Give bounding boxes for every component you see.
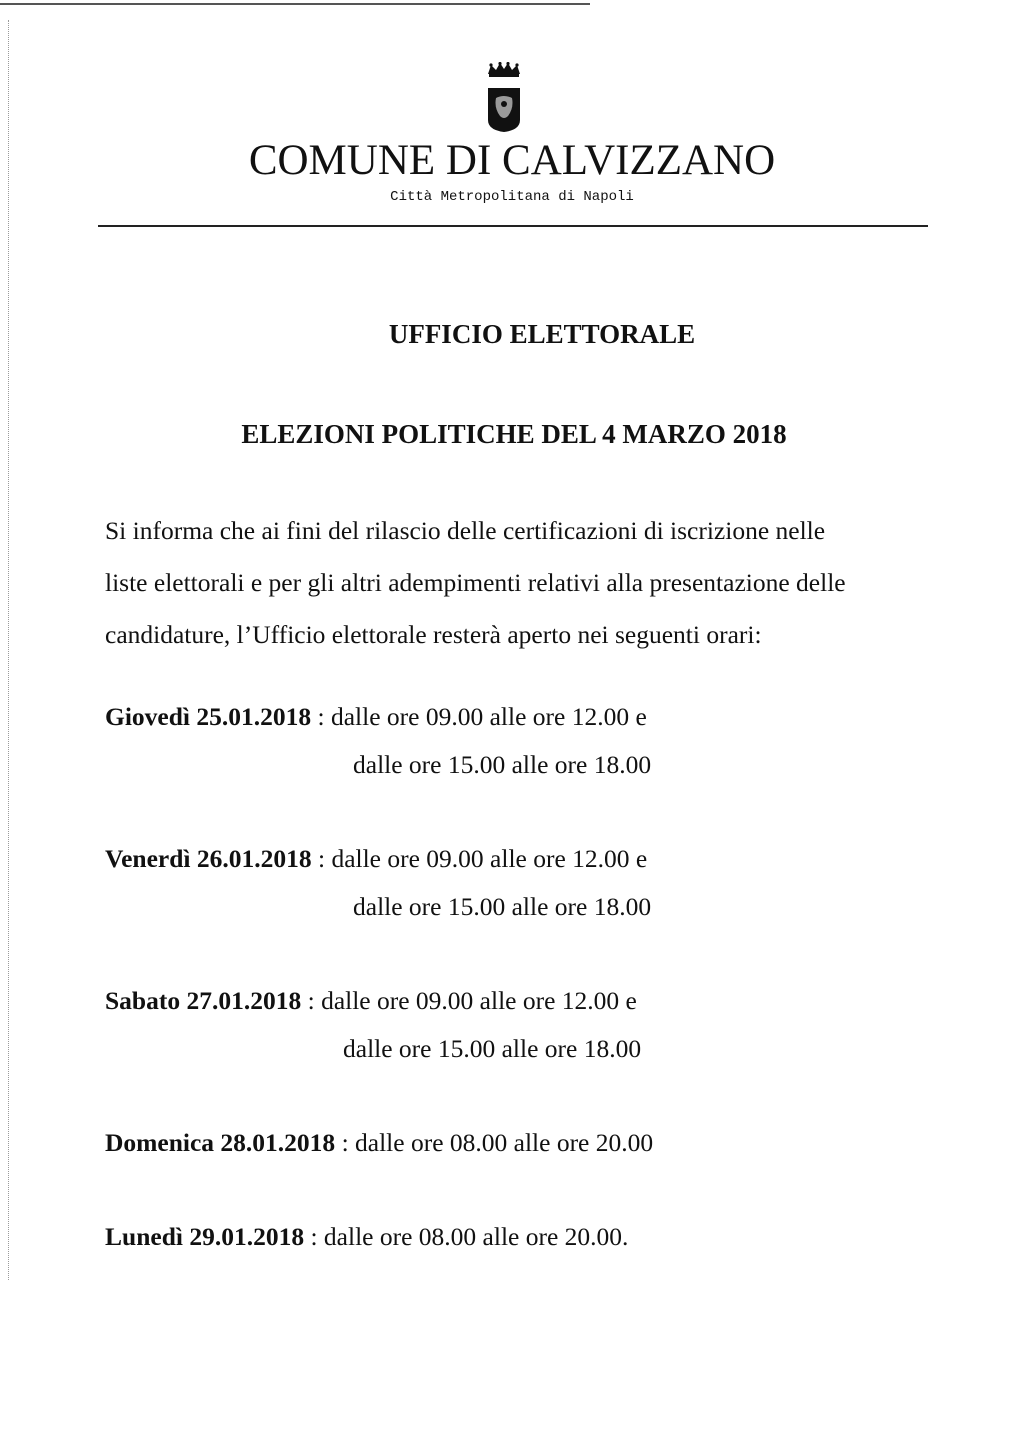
schedule-hours: : dalle ore 09.00 alle ore 12.00 e xyxy=(301,986,637,1015)
intro-line: liste elettorali e per gli altri adempimenti relativi alla presentazione delle xyxy=(105,568,846,597)
schedule-day: Lunedì 29.01.2018 xyxy=(105,1222,305,1251)
schedule-day: Venerdì 26.01.2018 xyxy=(105,844,312,873)
schedule-hours: : dalle ore 09.00 alle ore 12.00 e xyxy=(311,844,648,873)
schedule-day: Domenica 28.01.2018 xyxy=(105,1128,336,1157)
municipality-title: COMUNE DI CALVIZZANO xyxy=(248,137,776,184)
schedule-entry-venerdi xyxy=(105,844,647,874)
scan-artifact-left-line xyxy=(8,20,9,1280)
schedule-hours: : dalle ore 08.00 alle ore 20.00 xyxy=(335,1128,654,1157)
coat-of-arms-icon xyxy=(484,62,524,134)
schedule-entry-domenica xyxy=(105,1128,653,1158)
municipality-subtitle: Città Metropolitana di Napoli xyxy=(390,189,634,205)
schedule-hours-continued: dalle ore 15.00 alle ore 18.00 xyxy=(353,892,652,921)
header-divider xyxy=(98,225,928,227)
intro-line: Si informa che ai fini del rilascio delle certificazioni di iscrizione nelle xyxy=(105,516,826,545)
schedule-hours: : dalle ore 09.00 alle ore 12.00 e xyxy=(311,702,647,731)
schedule-hours-continued: dalle ore 15.00 alle ore 18.00 xyxy=(343,1034,642,1063)
schedule-day: Sabato 27.01.2018 xyxy=(105,986,302,1015)
schedule-entry-lunedi xyxy=(105,1222,628,1252)
office-heading: UFFICIO ELETTORALE xyxy=(388,319,696,349)
schedule-hours: : dalle ore 08.00 alle ore 20.00. xyxy=(304,1222,629,1251)
schedule-hours-continued: dalle ore 15.00 alle ore 18.00 xyxy=(353,750,652,779)
intro-line: candidature, l’Ufficio elettorale resterà aperto nei seguenti orari: xyxy=(105,620,762,649)
intro-paragraph xyxy=(105,505,935,661)
schedule-entry-giovedi xyxy=(105,702,647,732)
scan-artifact-top-line xyxy=(0,3,590,5)
elections-heading: ELEZIONI POLITICHE DEL 4 MARZO 2018 xyxy=(241,419,787,449)
schedule-day: Giovedì 25.01.2018 xyxy=(105,702,312,731)
schedule-entry-sabato xyxy=(105,986,637,1016)
